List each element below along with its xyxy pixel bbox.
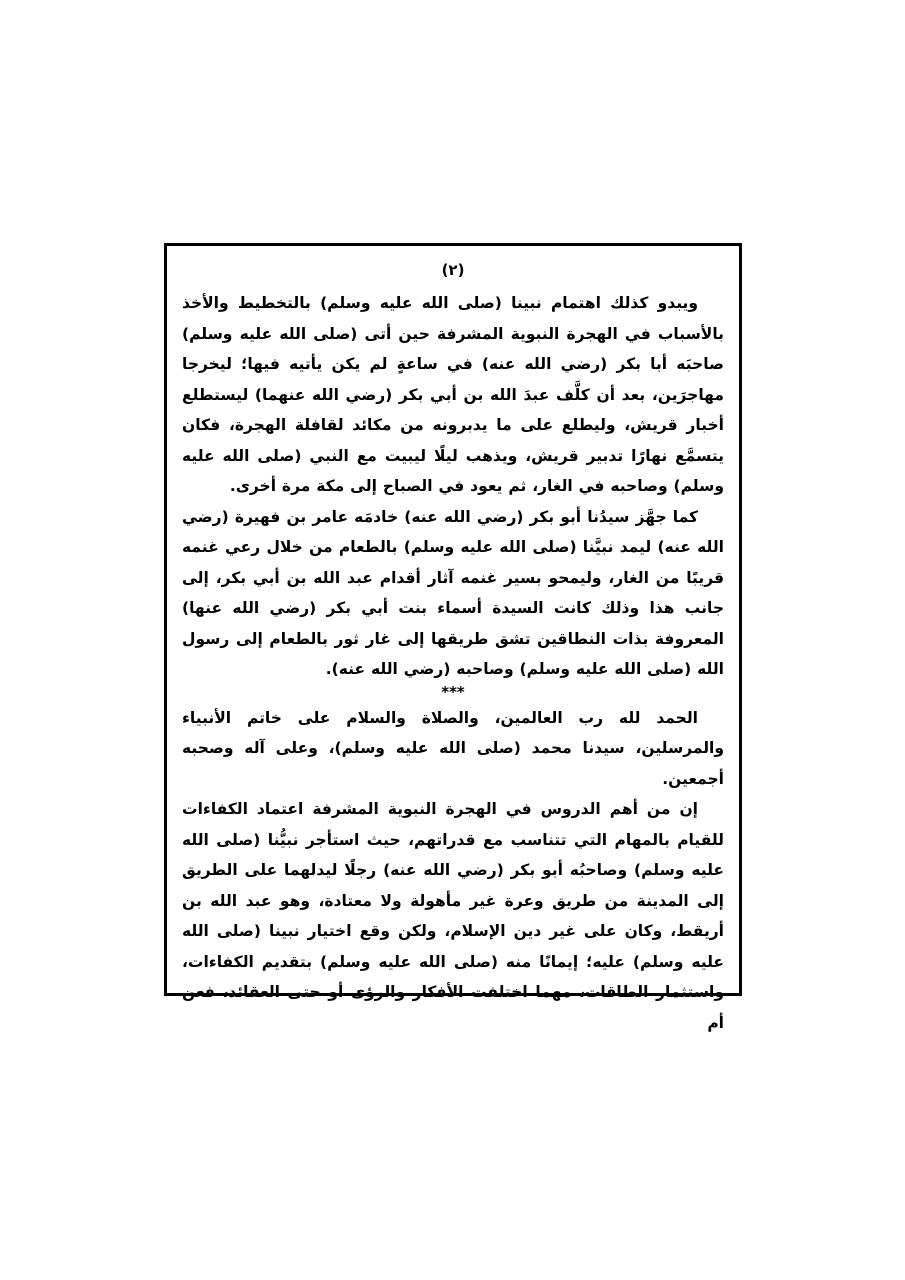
paragraph-hijra-planning: ويبدو كذلك اهتمام نبينا (صلى الله عليه وسلم) بالتخطيط والأخذ بالأسباب في الهجرة النبوية المشرفة حين أتى (صلى الله عليه وسلم) صاحبَه أبا بكر (رضي الله عنه) في ساعةٍ لم يكن يأتيه فيها؛ ليخرجا مهاجرَين، بعد أن كلَّف عبدَ الله بن أبي بكر (رضي الله عنهما) ليستطلع أخبار قريش، وليطلع على ما يدبرونه من مكائد لقافلة الهجرة، فكان يتسمَّع نهارًا تدبير قريش، ويذهب ليلًا ليبيت مع النبي (صلى الله عليه وسلم) وصاحبه في الغار، ثم يعود في الصباح إلى مكة مرة أخرى. [182,294,724,495]
paragraph-competence-lesson: إن من أهم الدروس في الهجرة النبوية المشرفة اعتماد الكفاءات للقيام بالمهام التي تتناسب مع قدراتهم، حيث استأجر نبيُّنا (صلى الله عليه وسلم) وصاحبُه أبو بكر (رضي الله عنه) رجلًا ليدلهما على الطريق إلى المدينة من طريق وعرة غير مأهولة ولا معتادة، وهو عبد الله بن أريقط، وكان على غير دين الإسلام، ولكن وقع اختيار نبينا (صلى الله عليه وسلم) عليه؛ إيمانًا منه (صلى الله عليه وسلم) بتقديم الكفاءات، واستثمار الطاقات، مهما اختلفت الأفكار والرؤى أو حتى العقائد، فعن أم [182,800,724,1032]
page-frame [164,243,742,1032]
section-separator: *** [441,682,465,701]
paragraph-praise: الحمد لله رب العالمين، والصلاة والسلام على خاتم الأنبياء والمرسلين، سيدنا محمد (صلى الله عليه وسلم)، وعلى آله وصحبه أجمعين. [182,708,724,788]
page-number: (٢) [441,261,465,279]
paragraph-abu-bakr-preparation: كما جهَّز سيدُنا أبو بكر (رضي الله عنه) خادمَه عامر بن فهيرة (رضي الله عنه) ليمد نبيَّنا (صلى الله عليه وسلم) بالطعام من خلال رعي غنمه قريبًا من الغار، وليمحو بسير غنمه آثار أقدام عبد الله بن أبي بكر، إلى جانب هذا وذلك كانت السيدة أسماء بنت أبي بكر (رضي الله عنها) المعروفة بذات النطاقين تشق طريقها إلى غار ثور بالطعام إلى رسول الله (صلى الله عليه وسلم) وصاحبه (رضي الله عنه). [182,507,724,678]
